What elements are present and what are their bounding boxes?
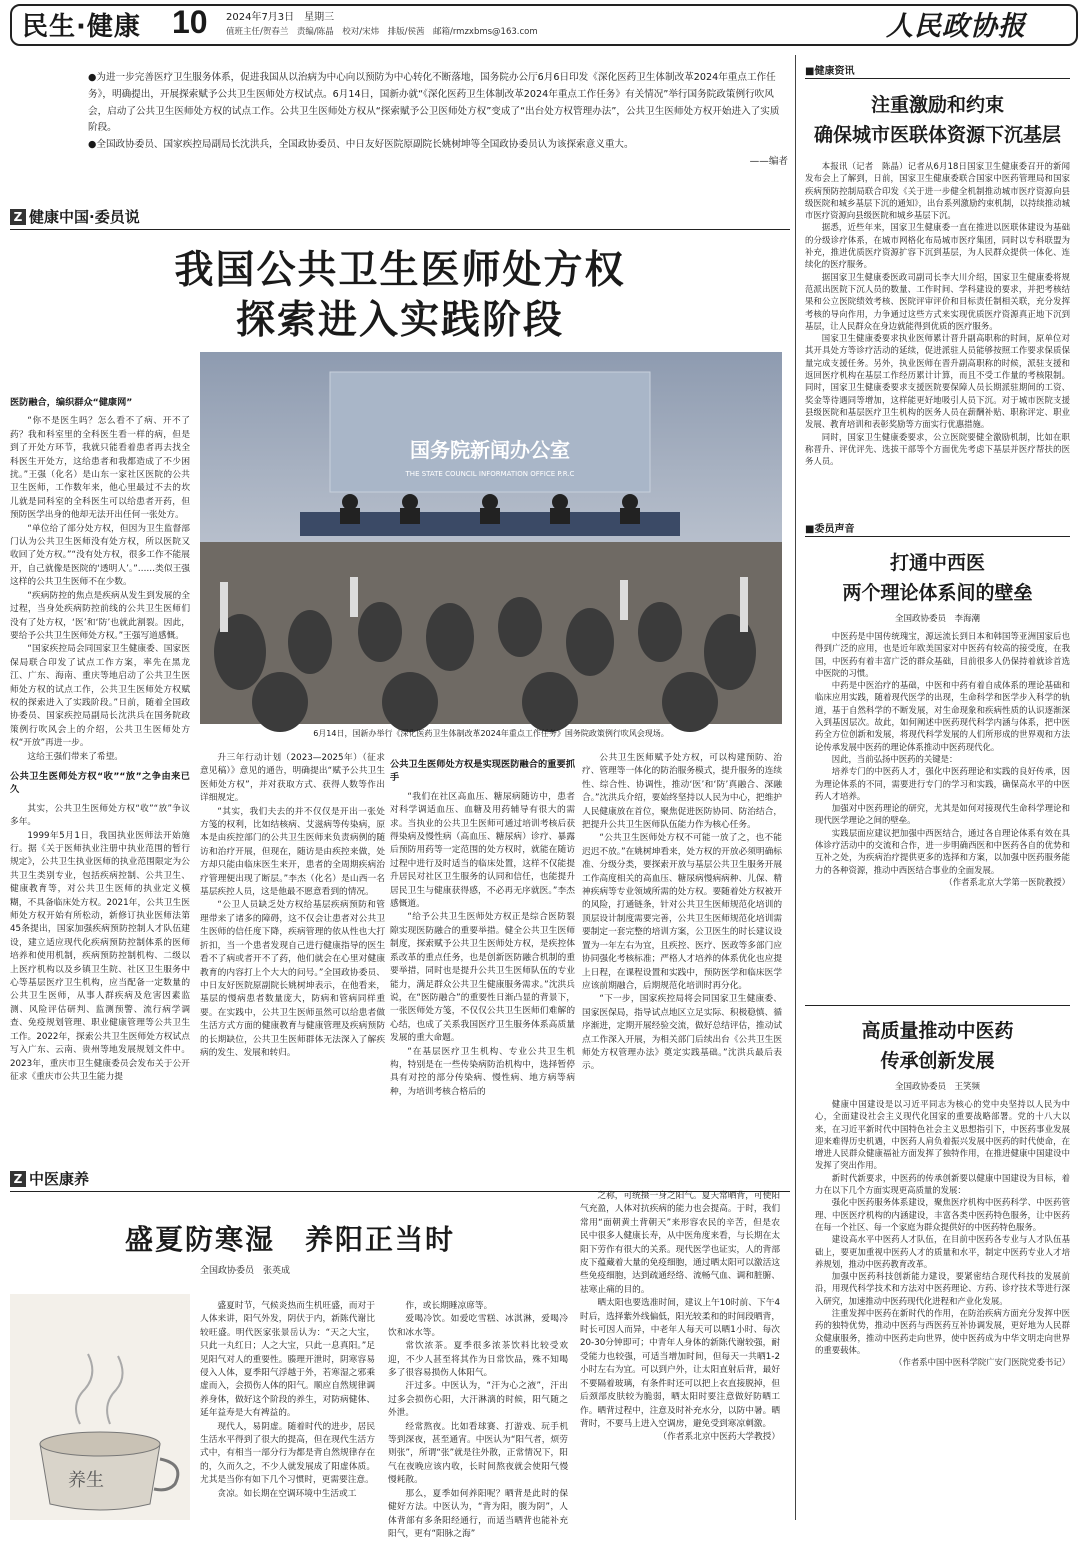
paragraph: 中医药是中国传统瑰宝，源远流长到日本和韩国等亚洲国家后也得到广泛的应用，也是近年欧美国家对中医药有较高的接受度，在我国，中医药有着丰富广泛的群众基础，目前很多人仍保持着就诊首选中医院的习惯。	[815, 631, 1070, 678]
opinion-body	[815, 630, 1070, 1015]
bottom-column-2	[388, 1300, 568, 1539]
backdrop-sign-en: THE STATE COUNCIL INFORMATION OFFICE P.R.C	[405, 470, 575, 478]
editorial-staff: 值班主任/贺春兰 责编/陈晶 校对/宋炜 排版/侯茜 邮箱/rmzxbms@163.com	[226, 27, 538, 37]
paragraph: 新时代新要求，中医药的传承创新要以健康中国建设为目标，着力在以下几个方面实现更高质量的发展：	[815, 1172, 1070, 1196]
news-body	[805, 160, 1070, 505]
main-headline: 我国公共卫生医师处方权 探索进入实践阶段	[174, 248, 626, 343]
paragraph: 建设高水平中医药人才队伍，在目前中医药各专业与人才队伍基础上，要更加重视中医药人才的质量和水平，制定中医药专业人才培养规划，推动中医药教育改革。	[815, 1234, 1070, 1269]
section-title: 民生·健康	[22, 12, 141, 42]
paragraph: “单位给了部分处方权，但因为卫生监督部门认为公共卫生医师没有处方权，所以医院又收回了处方权。”“没有处方权，很多工作不能展开，自己就像是医院的‘透明人’。”……类似王强这样的公共卫生医师不在少数。	[10, 523, 190, 588]
bottom-column-3	[580, 1190, 780, 1520]
paragraph: 作，或长期睡凉席等。	[405, 1301, 493, 1311]
paragraph: 中药是中医治疗的基础，中医和中药有着自成体系的理论基础和临床应用实践，随着现代医学的出现，生命科学和医学步入科学的轨道，基于自然科学的不断发展，对生命现象和疾病性质的认识逐渐深入到基因层次。故此，如何阐述中医药现代科学内涵与体系，把中医药全方位创新和发展，将现代科学发展的人们所形成的世界观和方法论传承发展中医药的理论体系推动中医药现代化。	[815, 680, 1070, 752]
opinion-body	[815, 1098, 1070, 1518]
section-tag-health-china: Z 健康中国·委员说	[10, 206, 140, 227]
photo-caption: 6月14日，国新办举行《深化医药卫生体制改革2024年重点工作任务》国务院政策例行吹风会现场。	[313, 729, 669, 738]
paragraph: 常饮浓茶。夏季很多浓茶饮料比较受欢迎，不少人甚至将其作为日常饮品，殊不知喝多了很容易损伤人体阳气。	[388, 1341, 568, 1379]
author-note: （作者系北京大学第一医院教授）	[944, 876, 1070, 887]
section-rule	[805, 78, 1070, 79]
newspaper-masthead: 人民政协报	[886, 11, 1026, 42]
paragraph: 强化中医药服务体系建设，聚焦医疗机构中医药科学、中医药管理、中医医疗机构的内涵建设，丰富各类中医药特色服务，让中医药在每一个社区、每一个家庭为群众提供好的中医药特色服务。	[815, 1197, 1070, 1232]
paragraph: “下一步，国家疾控局将会同国家卫生健康委、国家医保局，指导试点地区立足实际、积极稳慎、循序渐进，定期开展经验交流，做好总结评估，推动试点工作深入开展，为相关部门后续出台《公共卫生医师处方权管理办法》奠定实践基础。”沈洪兵最后表示。	[582, 994, 782, 1072]
subheading: 公共卫生医师处方权“收”“放”之争由来已久	[10, 770, 190, 796]
opinion-headline: 打通中西医 两个理论体系间的壁垒	[842, 552, 1033, 604]
issue-date: 2024年7月3日 星期三	[226, 12, 335, 23]
paragraph: 注重发挥中医药在新时代的作用，在防治疾病方面充分发挥中医药的独特优势，推动中医药与西医药互补协调发展，更好地为人民群众健康服务，推动中医药走向世界，使中医药成为中华文明走向世界的重要载体。	[815, 1308, 1070, 1355]
backdrop-sign: 国务院新闻办公室	[410, 438, 570, 462]
paragraph: “我们在社区高血压、糖尿病随访中，患者对科学调适血压、血糖及用药辅导有很大的需求。当执业的公共卫生医师可通过培训考核后获得染病及慢性病（高血压、糖尿病）诊疗、暴露后预防用药等一定范围的处方权时，就能在随访过程中进行及时适当的临床处置，这样不仅能提升居民对社区卫生服务的认同和信任，也能提升居民卫生与健康获得感，不必再无序就医。”李杰感慨道。	[390, 791, 575, 910]
press-conference-photo	[200, 352, 782, 724]
intro-paragraph: ●全国政协委员、国家疾控局副局长沈洪兵，全国政协委员、中日友好医院原副院长姚树坤等全国政协委员认为该探索意义重大。	[88, 139, 634, 151]
intro-paragraph: ●为进一步完善医疗卫生服务体系，促进我国从以治病为中心向以预防为中心转化不断落地，国务院办公厅6月6日印发《深化医药卫生体制改革2024年重点工作任务》，明确提出，开展探索赋予公共卫生医师处方权试点。6月14日，国新办就“《深化医药卫生体制改革2024年重点工作任务》有关情况”举行国务院政策例行吹风会，启动了公共卫生医师处方权的试点工作。公共卫生医师处方权从“探索赋予公卫医师处方权”变成了“出台处方权管理办法”，公共卫生医师处方权开始进入了实质阶段。	[88, 72, 780, 134]
article-column-4	[582, 752, 782, 1152]
article-column-2	[200, 752, 385, 1152]
paragraph: 加强中医药科技创新能力建设，要紧密结合现代科技的发展前沿，用现代科学技术和方法对中医药理论、方药、诊疗技术等进行深入研究，加速推动中医药现代化进程和产业化发展。	[815, 1271, 1070, 1306]
paragraph: “你不是医生吗？怎么看不了病、开不了药？我和科室里的全科医生看一样的病，但是到了开处方环节，我就只能看着患者再去找全科医生开处方，这给患者和我都造成了不少困扰。”王强（化名）是山东一家社区医院的公共卫生医师，工作数年来，他心里最过不去的坎儿就是同科室的全科医生可以给患者开药，但预防医学出身的他却无法开出任何一张处方。	[10, 416, 190, 521]
section-rule	[805, 536, 1070, 537]
paragraph: 据悉，近些年来，国家卫生健康委一直在推进以医联体建设为基础的分级诊疗体系，在城市网格化布局城市医疗集团，同时以专科联盟为补充，推进优质医疗资源扩容下沉到基层，为人民群众提供一体化、连续化的医疗服务。	[805, 222, 1070, 270]
cup-calligraphy: 养生	[68, 1470, 104, 1491]
paragraph: “给予公共卫生医师处方权正是综合医防裂隙实现医防融合的重要举措。健全公共卫生医师制度，探索赋予公共卫生医师处方权，是疾控体系改革的重点任务，也是创新医防融合机制的重要举措，同时也是提升公共卫生医师队伍的专业能力，满足群众公共卫生健康服务需求。”沈洪兵说，在“医防融合”的重要性日渐凸显的背景下，一张医师处方笺，不仅仅公共卫生医师们难解的心结，也成了关系我国医疗卫生服务体系高质量发展的重大命题。	[390, 912, 575, 1044]
paragraph: 贪凉。如长期在空调环境中生活或工	[217, 1488, 357, 1499]
opinion-author: 全国政协委员 李海潮	[894, 614, 980, 624]
subheading: 公共卫生医师处方权是实现医防融合的重要抓手	[390, 759, 575, 784]
section-tag-member-voices: ■委员声音	[805, 524, 855, 535]
opinion-headline: 高质量推动中医药 传承创新发展	[861, 1020, 1014, 1072]
section-tag-tcm-wellness: Z 中医康养	[10, 1168, 89, 1189]
teacup-icon	[10, 1294, 190, 1520]
paragraph: 升三年行动计划（2023—2025年）（征求意见稿）》意见的通告，明确提出“赋予公共卫生医师处方权”，并对获取方式、获得人数等作出详细规定。	[200, 753, 385, 804]
editor-intro	[88, 70, 788, 171]
paragraph: “国家疾控局会同国家卫生健康委、国家医保局联合印发了试点工作方案，率先在黑龙江、广东、海南、重庆等地启动了公共卫生医师处方权的试点工作，公共卫生医师处方权赋权的探索进入了实践阶段。”日前，随着全国政协委员、国家疾控局副局长沈洪兵在国务院政策例行吹风会上的介绍，公共卫生医师处方权“开放”再进一步。	[10, 644, 190, 749]
paragraph: 爱喝冷饮。如爱吃雪糕、冰淇淋，爱喝冷饮和冰水等。	[388, 1314, 568, 1338]
paragraph: 汗过多。中医认为，“汗为心之液”，汗出过多会损伤心阳，大汗淋漓的时候，阳气随之外泄。	[388, 1381, 568, 1419]
news-headline: 注重激励和约束 确保城市医联体资源下沉基层	[813, 94, 1061, 146]
bottom-column-1	[200, 1300, 375, 1520]
paragraph: 其实，公共卫生医师处方权“收”“放”争议多年。	[10, 803, 190, 828]
intro-signature: ——编者	[749, 155, 788, 167]
paragraph: 这给王强们带来了希望。	[27, 751, 123, 762]
subheading: 医防融合，编织群众“健康网”	[10, 397, 133, 408]
paragraph: “公卫人员缺乏处方权给基层疾病预防和管理带来了诸多的障碍，这不仅会让患者对公共卫生医师的信任度下降，疾病管理的依从性也大打折扣，当一个患者发现自己进行健康指导的医生看不了病或者开不了药，他们就会在心里对健康教育的内容打上个大大的问号。”全国政协委员、中日友好医院原副院长姚树坤表示，在他看来，基层的慢病患者数量庞大，防病和管病同样重要。在实践中，公共卫生医师虽然可以给患者做生活方式方面的健康教育与健康管理及疾病预防的长期缺位，公共卫生医师群体无法深入了解疾病的发生、发展和转归。	[200, 900, 385, 1058]
article-column-1	[10, 390, 190, 1155]
z-badge-icon: Z	[10, 1171, 26, 1187]
article-separator	[805, 1005, 1070, 1006]
paragraph: 实践层面应建议把加强中西医结合，通过各自理论体系有效在具体诊疗活动中的交流和合作，进一步明确西医和中医药各自的优势和互补之处，为疾病治疗提供更多的选择和方案，以加强中医药服务能力的各种资源，推动中西医结合事业的全面发展。	[815, 827, 1070, 875]
paragraph: 那么，夏季如何养阳呢？晒背是此时的保健好方法。中医认为，“背为阳，腹为阴”，人体背部有多条阳经通行，而适当晒背也能补充阳气，更有“阳脉之海”	[388, 1488, 568, 1539]
paragraph: “疾病防控的焦点是疾病从发生到发展的全过程，当身处疾病防控前线的公共卫生医师们没有了处方权，‘医’和‘防’也就此割裂。因此，要给予公共卫生医师处方权。”王强写道感慨。	[10, 590, 190, 641]
opinion-author: 全国政协委员 王笑频	[894, 1082, 980, 1092]
paragraph: 之称，可统摄一身之阳气。夏天常晒背，可使阳气充盈，人体对抗疾病的能力也会提高。于时，我们常用“面朝黄土背朝天”来形容农民的辛苦，但是农民中很多人健康长寿，从中医角度来看，与长期在太阳下劳作有很大的关系。现代医学也证实，人的背部皮下蕴藏着大量的免疫细胞，通过晒太阳可以激活这些免疫细胞，达到疏通经络、流畅气血、调和脏腑、祛寒止痛的目的。	[580, 1191, 780, 1295]
author-note: （作者系中国中医科学院广安门医院党委书记）	[894, 1357, 1070, 1368]
paragraph: 培养专门的中医药人才，强化中医药理论和实践的良好传承，因为理论体系的不同，需要进行专门的学习和实践，确保高水平的中医药人才培养。	[815, 766, 1070, 801]
bottom-headline: 盛夏防寒湿 养阳正当时	[124, 1223, 455, 1256]
paragraph: 据国家卫生健康委医政司副司长李大川介绍，国家卫生健康委将规范派出医院下沉人员的数量、工作时间、学科建设的要求，并把考核结果和公立医院绩效考核、医院评审评价和目标责任制相关联，充分发挥考核的导向作用，力争通过这些方式来实现优质医疗资源真正地下沉到基层，让人民群众在身边就能得到优质的医疗服务。	[805, 271, 1070, 331]
paragraph: 国家卫生健康委要求执业医师累计晋升副高职称的时间，原单位对其开具处方等诊疗活动的延续，促进派驻人员能够按照工作要求保质保量完成支援任务。另外，执业医师在晋升副高职称的时候，派驻支援和返回医疗机构在基层工作经历累计计算，而且不受工作量的考核限制。同时，国家卫生健康委要求支援医院要保障人员长期派驻期间的工资、奖金等待遇同等增加，这样能更好地吸引人员下沉。对于城市医院支援县级医院和基层医疗卫生机构的医务人员在薪酬补贴、职称评定、职业发展、教育培训和表彰奖励等方面实行优惠措施。	[805, 333, 1070, 430]
paragraph: “其实，我们夫去的并不仅仅是开出一张处方笺的权利，比如结核病、艾滋病等传染病，原本是由疾控部门的公共卫生医师来负责病例的随访和治疗开展，但现在，随访是由疾控来做，处方却只能由临床医生来开，患者的全周期疾病治疗管理便出现了断层。”李杰（化名）是山西一名基层疾控人员，这是他最不愿意看到的情况。	[200, 806, 385, 898]
paragraph: 1999年5月1日，我国执业医师法开始施行。据《关于医师执业注册中执业范围的暂行规定》，公共卫生执业医师的执业范围限定为公共卫生类别专业，包括疾病控制、公共卫生、健康教育等，对公共卫生医师的执业定义模糊，不具备临床处方权。2021年，公共卫生医师处方权开始有所松动，新修订执业医师法第45条提出，国家加强疾病预防控制人才队伍建设，建立适应现代化疾病预防控制体系的医师培养和使用机制，疾病预防控制机构、二级以上医疗机构以及乡镇卫生院、社区卫生服务中心等基层医疗卫生机构，应当配备一定数量的公共卫生医师，从事人群疾病及危害因素监测、风险评估研判、监测预警、流行病学调查、免疫规划管理、职业健康管理等公共卫生工作。2022年，探索公共卫生医师处方权试点写入广东、云南、贵州等地发展规划文件中。2023年，重庆市卫生健康委员会发布关于公开征求《重庆市公共卫生能力提	[10, 830, 190, 1082]
column-divider	[795, 55, 796, 1520]
section-tag-health-news: ■健康资讯	[805, 66, 855, 77]
paragraph: 盛夏时节，气候炎热而生机旺盛，而对于人体来讲，阳气外发，阴伏于内，新陈代谢比较旺盛。明代医家张景岳认为：“天之大宝，只此一丸红日；人之大宝，只此一息真阳。”足见阳气对人的重要性。腠理开泄时，阴寒容易侵入人体，夏季阳气浮越于外，若寒湿之邪乘虚而入，会损伤人体的阳气。顺应自然规律调养身体，做好这个阶段的养生，对防病健体、延年益寿是大有裨益的。	[200, 1301, 375, 1419]
article-column-3	[390, 752, 575, 1152]
paragraph: 同时，国家卫生健康委要求，公立医院要健全激励机制，比如在职称晋升、评优评先、选拔干部等个方面优先考虑下基层并医疗帮扶的医务人员。	[805, 431, 1070, 467]
author-note: （作者系北京中医药大学教授）	[658, 1432, 780, 1443]
paragraph: 晒太阳也要选准时间，建议上午10时前、下午4时后，选择紫外线偏低，阳光较柔和的时间段晒背，时长可因人而异，中老年人每天可以晒1小时、每次20-30分钟即可；中青年人身体的新陈代谢较强，耐受能力也较强，可适当增加时间，但每天一共晒1-2小时左右为宜。可以到户外，让太阳直射后背，最好不要隔着玻璃，有条件时还可以把上衣直接脱掉，但后颈部皮肤较为脆弱，晒太阳时要注意做好防晒工作。晒背过程中，注意及时补充水分，以防中暑。晒背时，不要马上进入空调房，避免受到寒凉刺激。	[580, 1298, 780, 1429]
paragraph: 健康中国建设是以习近平同志为核心的党中央坚持以人民为中心，全面建设社会主义现代化国家的重要战略部署。党的十八大以来，在习近平新时代中国特色社会主义思想指引下，中医药事业发展迎来难得历史机遇，中医药人肩负着振兴发展中医药的时代使命，在增进人民群众健康福祉方面发挥了独特作用，在推进健康中国建设中发挥了突出作用。	[815, 1099, 1070, 1171]
bottom-byline: 全国政协委员 张英成	[200, 1266, 291, 1276]
paragraph: 公共卫生医师赋予处方权，可以构建预防、治疗、管理等一体化的防治服务模式，提升服务的连续性、综合性、协调性，推动‘医’和‘防’真融合、深融合。”沈洪兵介绍，要始终坚持以人民为中心，把维护人民健康放在首位，聚焦促进医防协同、防治结合，把提升公共卫生医师队伍能力作为核心任务。	[582, 753, 782, 831]
page-number: 10	[172, 4, 208, 40]
paragraph: 经常熬夜。比如看球赛、打游戏、玩手机等到深夜，甚至通宵。中医认为“阳气者，烦劳则张”，所谓“张”就是往外散，正常情况下，阳气在夜晚应该内收，长时间熬夜就会使阳气慢慢耗散。	[388, 1421, 568, 1486]
paragraph: “在基层医疗卫生机构、专业公共卫生机构，特别是在一些传染病防治机构中，选择暂停具有对控的部分传染病、慢性病、地方病等病种，为培训考核合格后的	[390, 1046, 575, 1097]
page-header	[0, 0, 1080, 44]
paragraph: 因此，当前弘扬中医药的关键是：	[831, 753, 958, 764]
z-badge-icon: Z	[10, 209, 26, 225]
tea-cup-illustration	[10, 1294, 190, 1520]
photo-illustration	[200, 352, 782, 724]
paragraph: 本报讯（记者 陈晶）记者从6月18日国家卫生健康委召开的新闻发布会上了解到，日前，国家卫生健康委联合国家中医药管理局和国家疾病预防控制局联合印发《关于进一步健全机制推动城市医疗资源向县级医院和城乡基层下沉的通知》，出台系列激励约束机制，以持续推动城市医疗资源向县级医院和城乡基层下沉。	[805, 161, 1070, 221]
paragraph: “公共卫生医师处方权不可能一放了之，也不能迟迟不放。”在姚树坤看来，处方权的开放必须明确标准、分级分类，要探索开放与基层公共卫生服务开展工作高度相关的高血压、糖尿病慢病病种、儿保、精神疾病等专业领域所需的处方权。要随着处方权被开的风险，打通链条，针对公共卫生医师规范化培训的顶层设计制度需要完善，公共卫生医师规范化培训需要制定一套完整的培训方案，公卫医生的时长建议设置为一年左右为宜，且疾控、医疗、医政等多部门应协同强化考核标准；严格人才培养的体系优化也应提上日程，在课程设置和实践中，预防医学和临床医学应该前期融合，后期规范化培训时再分化。	[582, 833, 782, 991]
section-rule	[10, 229, 790, 230]
paragraph: 现代人，易阴虚。随着时代的进步，居民生活水平得到了很大的提高，但在现代生活方式中，有相当一部分行为都是背自然规律存在的，久而久之，不少人就发展成了阳虚体质。尤其是当你有如下几个习惯时，更需要注意。	[200, 1421, 375, 1486]
paragraph: 加强对中医药理论的研究，尤其是如何对接现代生命科学理论和现代医学理论之间的壁垒。	[815, 803, 1070, 826]
